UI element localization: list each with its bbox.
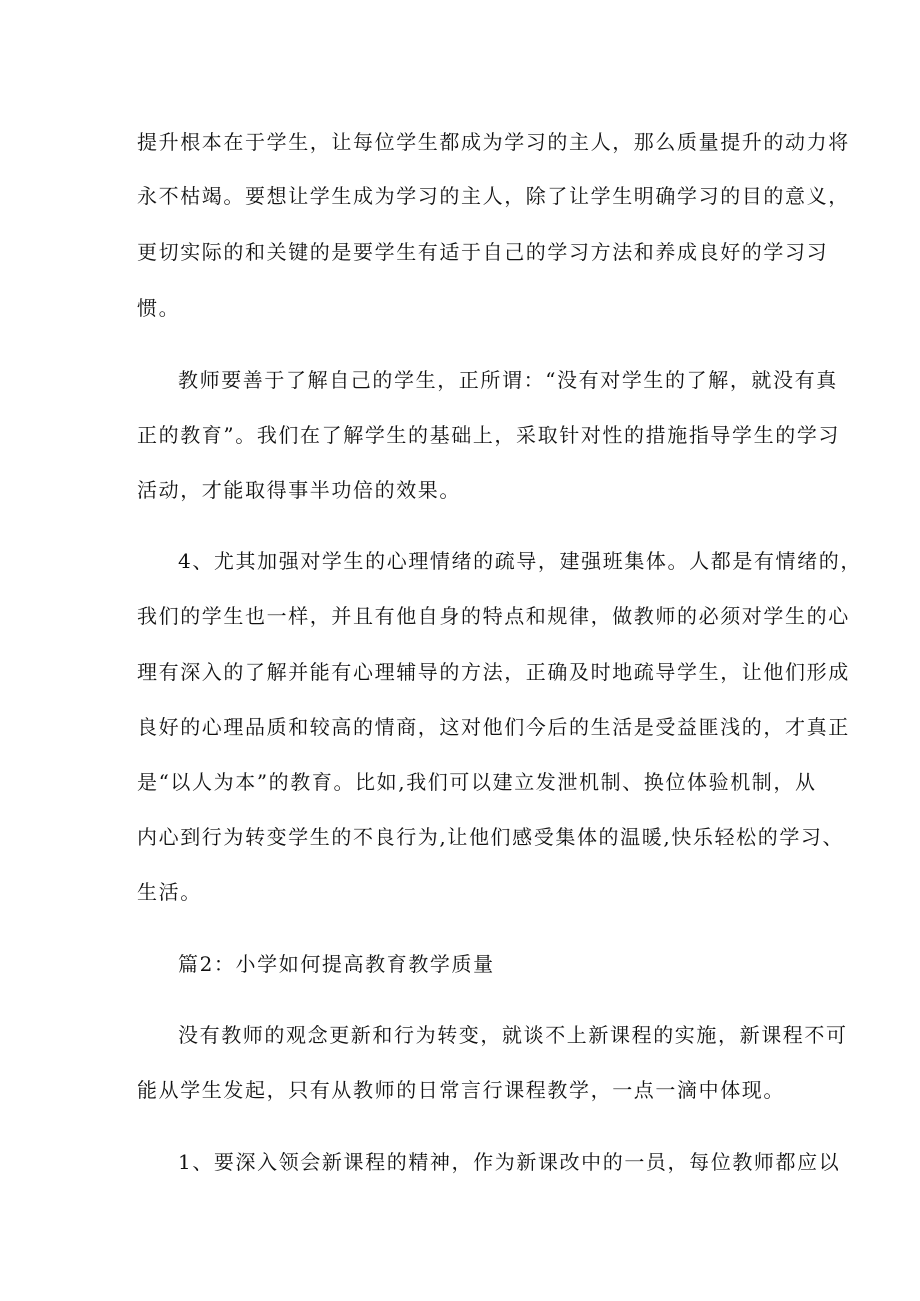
paragraph-3-line-4: 良好的心理品质和较高的情商，这对他们今后的生活是受益匪浅的，才真正 xyxy=(137,715,850,739)
paragraph-2-line-1: 教师要善于了解自己的学生，正所谓：“没有对学生的了解，就没有真 xyxy=(178,368,838,392)
paragraph-3-line-1: 4、尤其加强对学生的心理情绪的疏导，建强班集体。人都是有情绪的， xyxy=(178,549,862,573)
paragraph-3-line-3: 理有深入的了解并能有心理辅导的方法，正确及时地疏导学生，让他们形成 xyxy=(137,660,850,684)
paragraph-3-line-7: 生活。 xyxy=(137,880,202,904)
paragraph-1-line-4: 惯。 xyxy=(137,296,181,320)
paragraph-2-line-2: 正的教育”。我们在了解学生的基础上，采取针对性的措施指导学生的学习 xyxy=(137,423,841,447)
section-heading: 篇2：小学如何提高教育教学质量 xyxy=(178,952,495,976)
paragraph-1-line-1: 提升根本在于学生，让每位学生都成为学习的主人，那么质量提升的动力将 xyxy=(137,130,850,154)
paragraph-2-line-3: 活动，才能取得事半功倍的效果。 xyxy=(137,478,461,502)
paragraph-4-line-2: 能从学生发起，只有从教师的日常言行课程教学，一点一滴中体现。 xyxy=(137,1078,785,1102)
paragraph-1-line-3: 更切实际的和关键的是要学生有适于自己的学习方法和养成良好的学习习 xyxy=(137,240,829,264)
paragraph-3-line-6: 内心到行为转变学生的不良行为,让他们感受集体的温暖,快乐轻松的学习、 xyxy=(137,825,845,849)
paragraph-3-line-5: 是“以人为本”的教育。比如,我们可以建立发泄机制、换位体验机制，从 xyxy=(137,770,817,794)
paragraph-3-line-2: 我们的学生也一样，并且有他自身的特点和规律，做教师的必须对学生的心 xyxy=(137,604,850,628)
paragraph-4-line-1: 没有教师的观念更新和行为转变，就谈不上新课程的实施，新课程不可 xyxy=(178,1023,848,1047)
paragraph-5-line-1: 1、要深入领会新课程的精神，作为新课改中的一员，每位教师都应以 xyxy=(178,1150,841,1174)
paragraph-1-line-2: 永不枯竭。要想让学生成为学习的主人，除了让学生明确学习的目的意义， xyxy=(137,184,850,208)
